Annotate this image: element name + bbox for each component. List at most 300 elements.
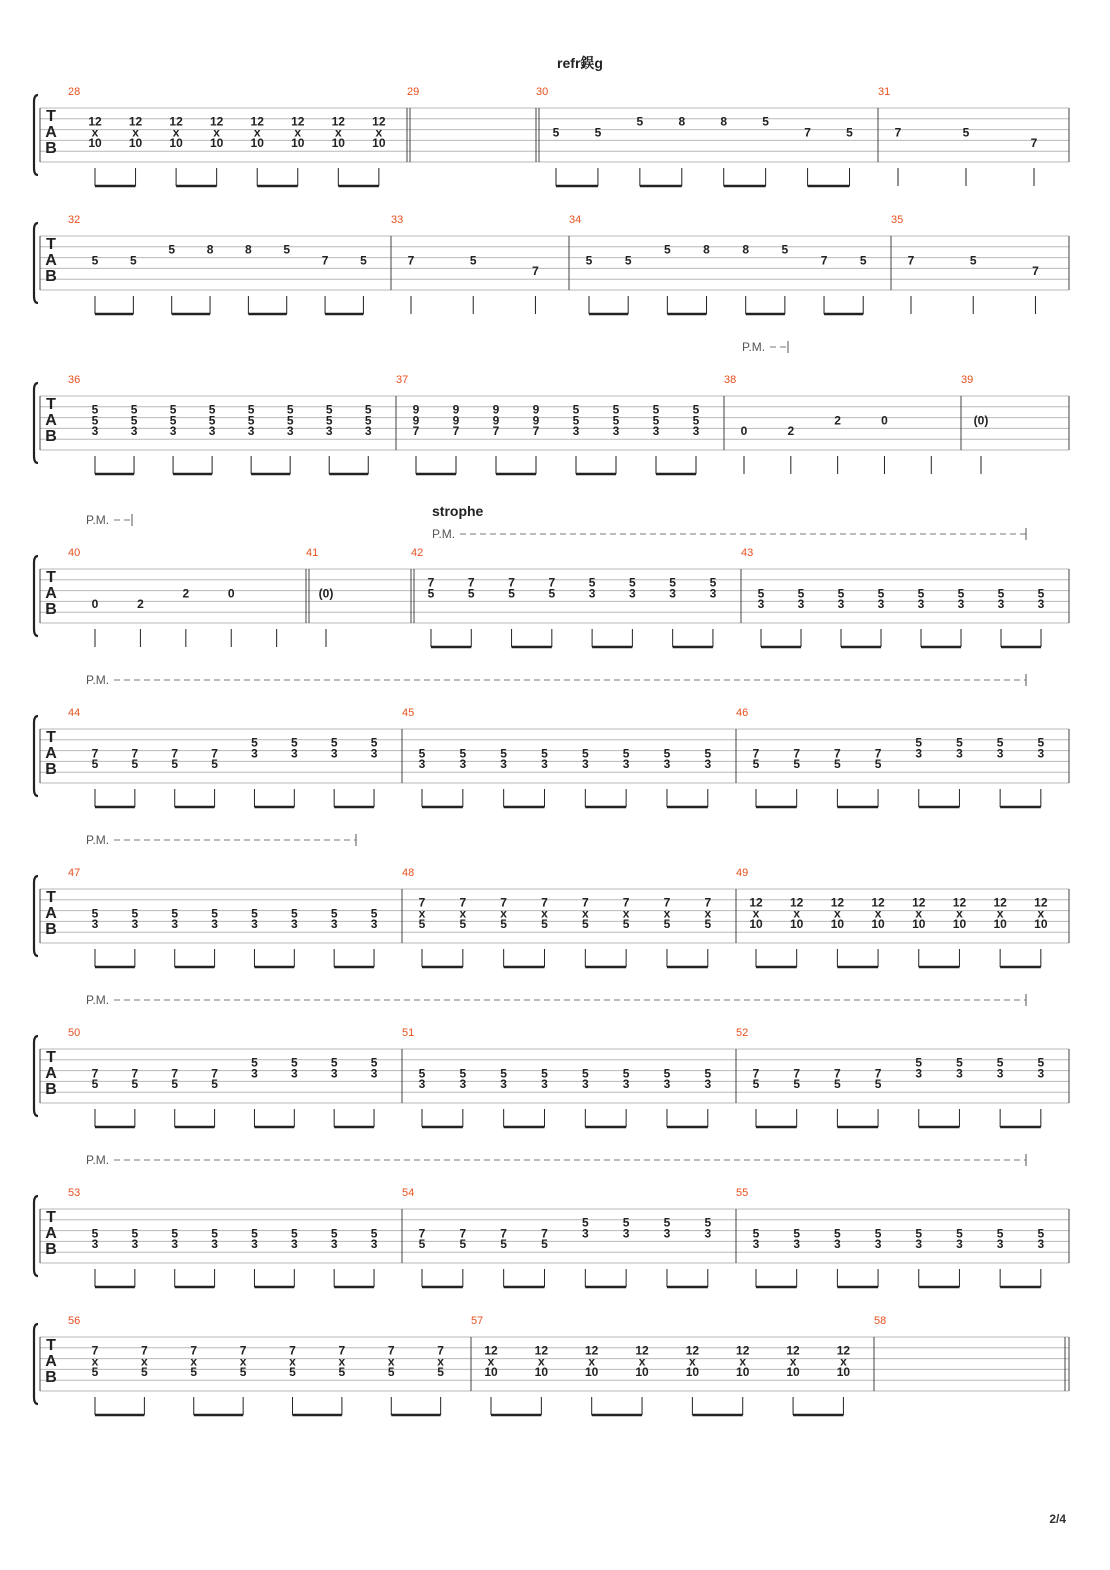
fret-number: 7 (171, 746, 179, 761)
fret-number: 7 (467, 575, 475, 590)
note-event (419, 1066, 426, 1127)
note-event (371, 906, 378, 967)
fret-number: 7 (874, 746, 882, 761)
fret-number: 9 (532, 402, 540, 417)
system-bracket (34, 876, 38, 956)
fret-number: x (141, 1354, 148, 1369)
staff-system (34, 1153, 1069, 1287)
staff-system (34, 1315, 1069, 1415)
fret-number: 5 (251, 1055, 258, 1070)
note-event (541, 1226, 548, 1287)
fret-number: 5 (837, 586, 845, 601)
fret-number: 3 (247, 424, 255, 439)
measure (736, 867, 1048, 967)
note-event (958, 586, 965, 647)
fret-number: 5 (969, 253, 977, 268)
fret-number: 5 (437, 1365, 444, 1380)
fret-number: 3 (459, 1077, 467, 1092)
fret-number: 3 (290, 746, 298, 761)
note-event (762, 115, 769, 186)
note-event (287, 403, 294, 474)
fret-number: x (538, 1354, 545, 1369)
note-event (623, 1066, 630, 1127)
fret-number: 5 (552, 125, 560, 140)
fret-number: x (487, 1354, 495, 1369)
fret-number: 5 (290, 1226, 298, 1241)
note-event (500, 1226, 507, 1287)
fret-number: x (294, 125, 302, 140)
measure-number: 57 (471, 1315, 484, 1327)
measure-number: 41 (306, 547, 319, 559)
measure-number: 28 (68, 86, 81, 98)
tab-clef-letter: B (45, 1081, 57, 1098)
fret-number: 5 (370, 1055, 378, 1070)
fret-number: 3 (956, 1237, 963, 1252)
fret-number: 12 (830, 895, 845, 910)
fret-number: 5 (91, 757, 99, 772)
tab-clef-letter: A (45, 252, 57, 269)
note-event (997, 736, 1004, 807)
fret-number: 3 (652, 424, 660, 439)
fret-number: 5 (594, 125, 602, 140)
fret-number: 9 (492, 402, 500, 417)
note-event (1037, 1056, 1044, 1127)
fret-number: 3 (541, 757, 548, 772)
note-event (704, 1216, 711, 1287)
note-event (171, 1066, 178, 1127)
fret-number: 10 (736, 1365, 750, 1380)
fret-number: 3 (91, 1237, 99, 1252)
fret-number: 5 (130, 413, 138, 428)
tab-clef-letter: A (45, 412, 57, 429)
section-label: strophe (432, 503, 484, 519)
note-event (182, 586, 189, 647)
fret-number: 7 (1030, 136, 1038, 151)
fret-number: 3 (251, 746, 258, 761)
fret-number: 5 (663, 1066, 671, 1081)
tab-clef-letter: T (46, 108, 56, 125)
measure (402, 707, 711, 807)
fret-number: x (239, 1354, 247, 1369)
fret-number: 7 (338, 1343, 346, 1358)
note-event (956, 1226, 963, 1287)
measure (736, 1187, 1044, 1287)
fret-number: 10 (871, 917, 885, 932)
note-event (653, 403, 660, 474)
fret-number: 12 (993, 895, 1007, 910)
fret-number: 10 (250, 136, 264, 151)
fret-number: 3 (1037, 746, 1045, 761)
fret-number: x (956, 906, 963, 921)
note-event (664, 1066, 671, 1127)
tab-clef-letter: T (46, 236, 56, 253)
fret-number: 7 (752, 746, 760, 761)
note-event (130, 253, 137, 314)
note-event (710, 576, 717, 647)
fret-number: 7 (541, 1226, 548, 1241)
fret-number: x (622, 906, 630, 921)
fret-number: 5 (846, 125, 853, 140)
fret-number: 5 (91, 906, 99, 921)
note-event (92, 746, 99, 807)
note-event (915, 1056, 922, 1127)
note-event (291, 736, 298, 807)
fret-number: 12 (331, 114, 345, 129)
note-event (664, 1216, 671, 1287)
fret-number: 3 (418, 757, 426, 772)
palm-mute-label: P.M. (86, 673, 110, 687)
fret-number: 3 (251, 1066, 258, 1081)
fret-number: 5 (364, 413, 372, 428)
fret-number: 5 (289, 1365, 296, 1380)
fret-number: x (581, 906, 589, 921)
fret-number: 5 (91, 413, 99, 428)
fret-number: 7 (894, 125, 902, 140)
fret-number: 3 (877, 597, 885, 612)
note-event (190, 1344, 197, 1415)
fret-number: 3 (131, 1237, 139, 1252)
fret-number: 5 (239, 1365, 247, 1380)
fret-number: 3 (1037, 1066, 1045, 1081)
tab-clef-letter: B (45, 1369, 57, 1386)
note-event (291, 1226, 298, 1287)
fret-number: 5 (1037, 735, 1045, 750)
fret-number: 7 (793, 1066, 801, 1081)
fret-number: 10 (749, 917, 763, 932)
system-bracket (34, 383, 38, 463)
fret-number: 5 (541, 1237, 548, 1252)
fret-number: 5 (286, 402, 294, 417)
fret-number: x (418, 906, 426, 921)
fret-number: 12 (250, 114, 264, 129)
note-event (782, 243, 789, 314)
fret-number: 5 (757, 586, 765, 601)
note-event (623, 1216, 630, 1287)
fret-number: 7 (211, 1066, 218, 1081)
fret-number: 5 (709, 575, 717, 590)
measure-number: 49 (736, 867, 749, 879)
measure (306, 547, 333, 647)
fret-number: 9 (492, 413, 500, 428)
note-event (291, 115, 305, 186)
note-event (629, 576, 636, 647)
fret-number: 5 (459, 1237, 467, 1252)
fret-number: 8 (703, 242, 710, 257)
note-event (573, 403, 580, 474)
fret-number: 5 (91, 253, 99, 268)
fret-number: 5 (612, 413, 620, 428)
fret-number: 8 (206, 242, 214, 257)
fret-number: 12 (736, 1343, 750, 1358)
note-event (541, 896, 548, 967)
note-event (834, 413, 841, 474)
fret-number: 7 (663, 895, 671, 910)
fret-number: 5 (859, 253, 867, 268)
measure-number: 58 (874, 1315, 887, 1327)
fret-number: 3 (330, 917, 338, 932)
measure-number: 56 (68, 1315, 81, 1327)
fret-number: 3 (251, 917, 258, 932)
tab-clef-letter: A (45, 745, 57, 762)
fret-number: 5 (541, 746, 548, 761)
note-event (211, 746, 218, 807)
note-event (459, 746, 466, 807)
fret-number: 3 (91, 424, 99, 439)
tab-clef-letter: T (46, 396, 56, 413)
note-event (963, 125, 970, 186)
note-event (895, 125, 902, 186)
note-event (846, 125, 853, 186)
note-event (419, 746, 426, 807)
fret-number: 5 (692, 402, 700, 417)
fret-number: 5 (636, 114, 644, 129)
fret-number: 3 (290, 1066, 298, 1081)
fret-number: 9 (532, 413, 540, 428)
fret-number: 5 (541, 917, 548, 932)
fret-number: 9 (412, 402, 420, 417)
note-event (251, 1226, 258, 1287)
fret-number: 5 (290, 906, 298, 921)
note-event (408, 253, 415, 314)
fret-number: 7 (581, 895, 589, 910)
fret-number: 5 (874, 1226, 882, 1241)
measure-number: 43 (741, 547, 754, 559)
fret-number: x (874, 906, 882, 921)
fret-number: 3 (171, 1237, 179, 1252)
fret-number: 5 (211, 757, 218, 772)
fret-number: 5 (781, 242, 789, 257)
fret-number: 7 (131, 1066, 139, 1081)
fret-number: 5 (168, 242, 176, 257)
note-event (240, 1344, 247, 1415)
fret-number: x (704, 906, 712, 921)
note-event (331, 736, 338, 807)
fret-number: 5 (834, 1226, 841, 1241)
fret-number: 5 (997, 586, 1005, 601)
note-event (974, 413, 989, 474)
fret-number: 5 (211, 1077, 218, 1092)
note-event (251, 736, 258, 807)
measure (391, 214, 539, 314)
note-event (92, 597, 99, 647)
fret-number: 5 (752, 1077, 760, 1092)
fret-number: 5 (141, 1365, 148, 1380)
fret-number: 5 (91, 402, 99, 417)
fret-number: x (588, 1354, 596, 1369)
fret-number: 5 (131, 757, 139, 772)
measure-number: 55 (736, 1187, 749, 1199)
note-event (998, 586, 1005, 647)
fret-number: 5 (131, 1077, 139, 1092)
note-event (1037, 736, 1044, 807)
measure (68, 86, 386, 186)
note-event (742, 243, 749, 314)
fret-number: 3 (704, 1077, 712, 1092)
note-event (838, 586, 845, 647)
fret-number: 5 (622, 1066, 630, 1081)
note-event (535, 1344, 549, 1415)
fret-number: 3 (956, 746, 963, 761)
note-event (92, 1066, 99, 1127)
fret-number: 3 (612, 424, 620, 439)
tab-clef-letter: B (45, 140, 57, 157)
measure-number: 45 (402, 707, 415, 719)
measure-number: 47 (68, 867, 81, 879)
fret-number: 3 (704, 757, 712, 772)
fret-number: x (638, 1354, 646, 1369)
fret-number: 5 (915, 1226, 923, 1241)
note-event (834, 746, 841, 807)
fret-number: 3 (286, 424, 294, 439)
fret-number: 5 (664, 242, 671, 257)
fret-number: 3 (251, 1237, 258, 1252)
fret-number: 5 (360, 253, 367, 268)
note-event (169, 115, 183, 186)
tab-clef-letter: T (46, 729, 56, 746)
fret-number: 10 (585, 1365, 599, 1380)
fret-number: 5 (508, 586, 515, 601)
measure-number: 54 (402, 1187, 415, 1199)
fret-number: 12 (534, 1343, 549, 1358)
note-event (589, 576, 596, 647)
measure (407, 86, 419, 98)
fret-number: 5 (251, 735, 258, 750)
fret-number: 5 (629, 575, 636, 590)
system-bracket (34, 1036, 38, 1116)
fret-number: 10 (128, 136, 143, 151)
fret-number: x (793, 906, 801, 921)
staff-system (34, 214, 1069, 314)
fret-number: 5 (208, 402, 216, 417)
note-event (453, 403, 460, 474)
fret-number: 5 (797, 586, 805, 601)
fret-number: 5 (330, 906, 338, 921)
measure (402, 867, 711, 967)
fret-number: 5 (877, 586, 885, 601)
note-event (736, 1344, 750, 1415)
fret-number: 5 (251, 1226, 258, 1241)
fret-number: 3 (169, 424, 177, 439)
fret-number: 5 (130, 402, 138, 417)
note-event (1031, 136, 1038, 186)
fret-number: 5 (325, 402, 333, 417)
note-event (793, 746, 800, 807)
fret-number: 5 (171, 1226, 179, 1241)
fret-number: 5 (752, 757, 760, 772)
fret-number: 5 (418, 917, 426, 932)
fret-number: 5 (652, 402, 660, 417)
fret-number: 0 (740, 424, 748, 439)
note-event (586, 253, 593, 314)
measure-number: 29 (407, 86, 420, 98)
note-event (171, 906, 178, 967)
fret-number: x (915, 906, 923, 921)
note-event (831, 896, 845, 967)
fret-number: 3 (500, 1077, 507, 1092)
measure (68, 1187, 378, 1287)
fret-number: 8 (720, 114, 728, 129)
tab-clef-letter: B (45, 1241, 57, 1258)
note-event (251, 1056, 258, 1127)
measure-number: 48 (402, 867, 415, 879)
note-event (1034, 896, 1048, 967)
fret-number: 5 (548, 586, 556, 601)
fret-number: x (541, 906, 548, 921)
system-bracket (34, 1196, 38, 1276)
fret-number: 3 (290, 1237, 298, 1252)
fret-number: 5 (171, 757, 179, 772)
fret-number: 3 (669, 586, 676, 601)
fret-number: 5 (131, 906, 139, 921)
fret-number: 2 (137, 597, 144, 612)
fret-number: 5 (247, 413, 255, 428)
measure-number: 37 (396, 374, 409, 386)
note-event (470, 253, 477, 314)
note-event (878, 586, 885, 647)
note-event (92, 403, 99, 474)
note-event (753, 1066, 760, 1127)
measure-number: 40 (68, 547, 81, 559)
fret-number: 5 (793, 1226, 801, 1241)
fret-number: 5 (962, 125, 970, 140)
fret-number: 3 (663, 757, 671, 772)
note-event (881, 413, 888, 474)
fret-number: x (459, 906, 467, 921)
fret-number: x (996, 906, 1004, 921)
fret-number: 5 (171, 1077, 179, 1092)
fret-number: x (834, 906, 841, 921)
fret-number: 7 (874, 1066, 882, 1081)
fret-number: 5 (1037, 1055, 1045, 1070)
fret-number: 8 (245, 242, 252, 257)
note-event (749, 896, 763, 967)
note-event (388, 1344, 395, 1415)
fret-number: 7 (412, 424, 420, 439)
fret-number: 10 (830, 917, 845, 932)
fret-number: 0 (881, 413, 888, 428)
note-event (956, 736, 963, 807)
fret-number: 7 (141, 1343, 148, 1358)
fret-number: (0) (318, 586, 334, 601)
measure (396, 374, 700, 474)
note-event (371, 736, 378, 807)
note-event (141, 1344, 148, 1415)
note-event (837, 1344, 851, 1415)
fret-number: 5 (692, 413, 700, 428)
fret-number: 0 (91, 597, 99, 612)
fret-number: 5 (500, 917, 507, 932)
note-event (997, 1226, 1004, 1287)
note-event (428, 576, 435, 647)
fret-number: 10 (88, 136, 102, 151)
note-event (331, 906, 338, 967)
fret-number: 5 (581, 746, 589, 761)
measure-number: 46 (736, 707, 749, 719)
fret-number: 7 (437, 1343, 444, 1358)
note-event (956, 1056, 963, 1127)
fret-number: 7 (387, 1343, 395, 1358)
fret-number: 3 (211, 1237, 218, 1252)
fret-number: 5 (956, 1055, 963, 1070)
palm-mute-label: P.M. (86, 833, 110, 847)
note-event (371, 1056, 378, 1127)
fret-number: 7 (171, 1066, 179, 1081)
fret-number: 3 (325, 424, 333, 439)
measure (68, 214, 367, 314)
fret-number: 7 (532, 424, 540, 439)
palm-mute-label: P.M. (86, 993, 110, 1007)
note-event (168, 243, 175, 314)
